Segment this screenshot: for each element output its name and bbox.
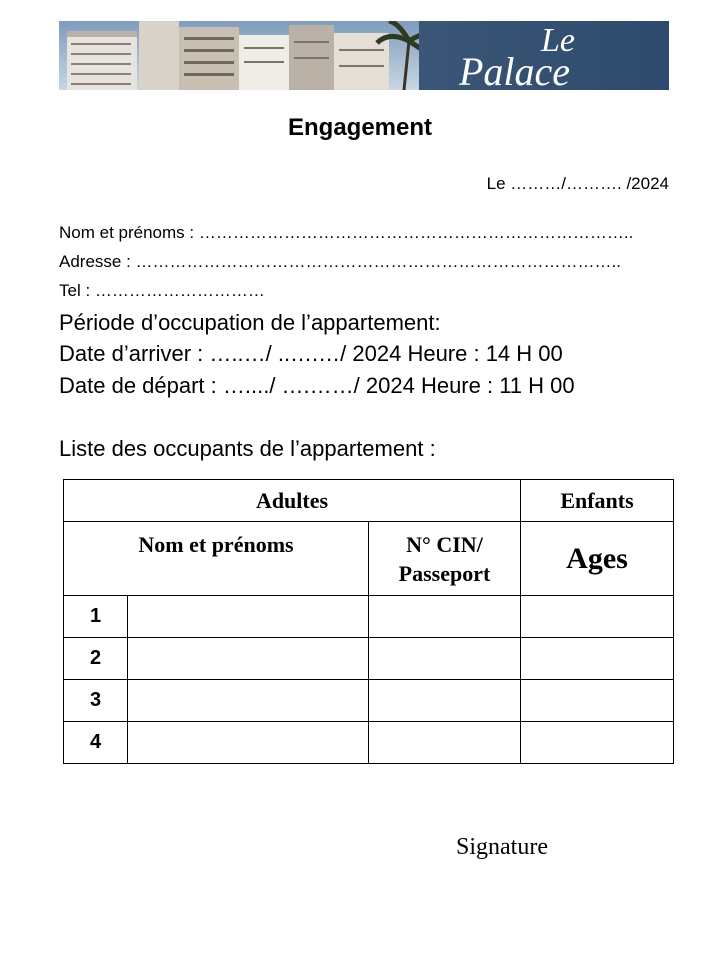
tel-field: Tel : …………………………: [59, 281, 265, 300]
table-subheader-row: [64, 522, 674, 596]
cin-cell[interactable]: [369, 680, 521, 722]
age-cell[interactable]: [521, 680, 674, 722]
adults-header: Adultes: [64, 480, 521, 522]
header-banner: [59, 21, 669, 90]
date-line: Le ………/………. /2024: [486, 174, 669, 193]
page-title: Engagement: [287, 114, 433, 141]
table-row: [64, 680, 674, 722]
cin-cell[interactable]: [369, 596, 521, 638]
banner-image: [59, 21, 669, 90]
table-row: [64, 596, 674, 638]
name-cell[interactable]: [128, 596, 369, 638]
table-row: [64, 722, 674, 764]
row-number: 2: [64, 638, 128, 680]
row-number: 1: [64, 596, 128, 638]
departure-line: Date de départ : …..../ ….……/ 2024 Heure : 11 H 00: [59, 373, 575, 398]
logo-text-palace: Palace: [459, 49, 571, 90]
occupants-table: [63, 479, 674, 764]
cin-header-line2: Passeport: [398, 560, 491, 586]
row-number: 4: [64, 722, 128, 764]
ages-header: Ages: [521, 522, 674, 596]
age-cell[interactable]: [521, 638, 674, 680]
table-header-row: [64, 480, 674, 522]
name-cell[interactable]: [128, 722, 369, 764]
cin-cell[interactable]: [369, 722, 521, 764]
age-cell[interactable]: [521, 596, 674, 638]
arrival-line: Date d’arriver : …..…/ ..….…/ 2024 Heure : 14 H 00: [59, 341, 563, 366]
name-cell[interactable]: [128, 680, 369, 722]
logo-text-le: Le: [541, 22, 575, 59]
name-cell[interactable]: [128, 638, 369, 680]
address-field: Adresse : …………………………………………………………………………..: [59, 252, 621, 271]
cin-header: [369, 522, 521, 596]
row-number: 3: [64, 680, 128, 722]
name-field: Nom et prénoms : …………………………………………………………………..: [59, 223, 634, 242]
occupation-heading: Période d’occupation de l’appartement:: [59, 310, 441, 335]
table-row: [64, 638, 674, 680]
name-header: Nom et prénoms: [64, 522, 369, 596]
signature-label: Signature: [456, 834, 548, 860]
children-header: Enfants: [521, 480, 674, 522]
occupants-list-heading: Liste des occupants de l’appartement :: [59, 436, 436, 461]
age-cell[interactable]: [521, 722, 674, 764]
cin-header-line1: N° CIN/: [406, 531, 483, 557]
cin-cell[interactable]: [369, 638, 521, 680]
